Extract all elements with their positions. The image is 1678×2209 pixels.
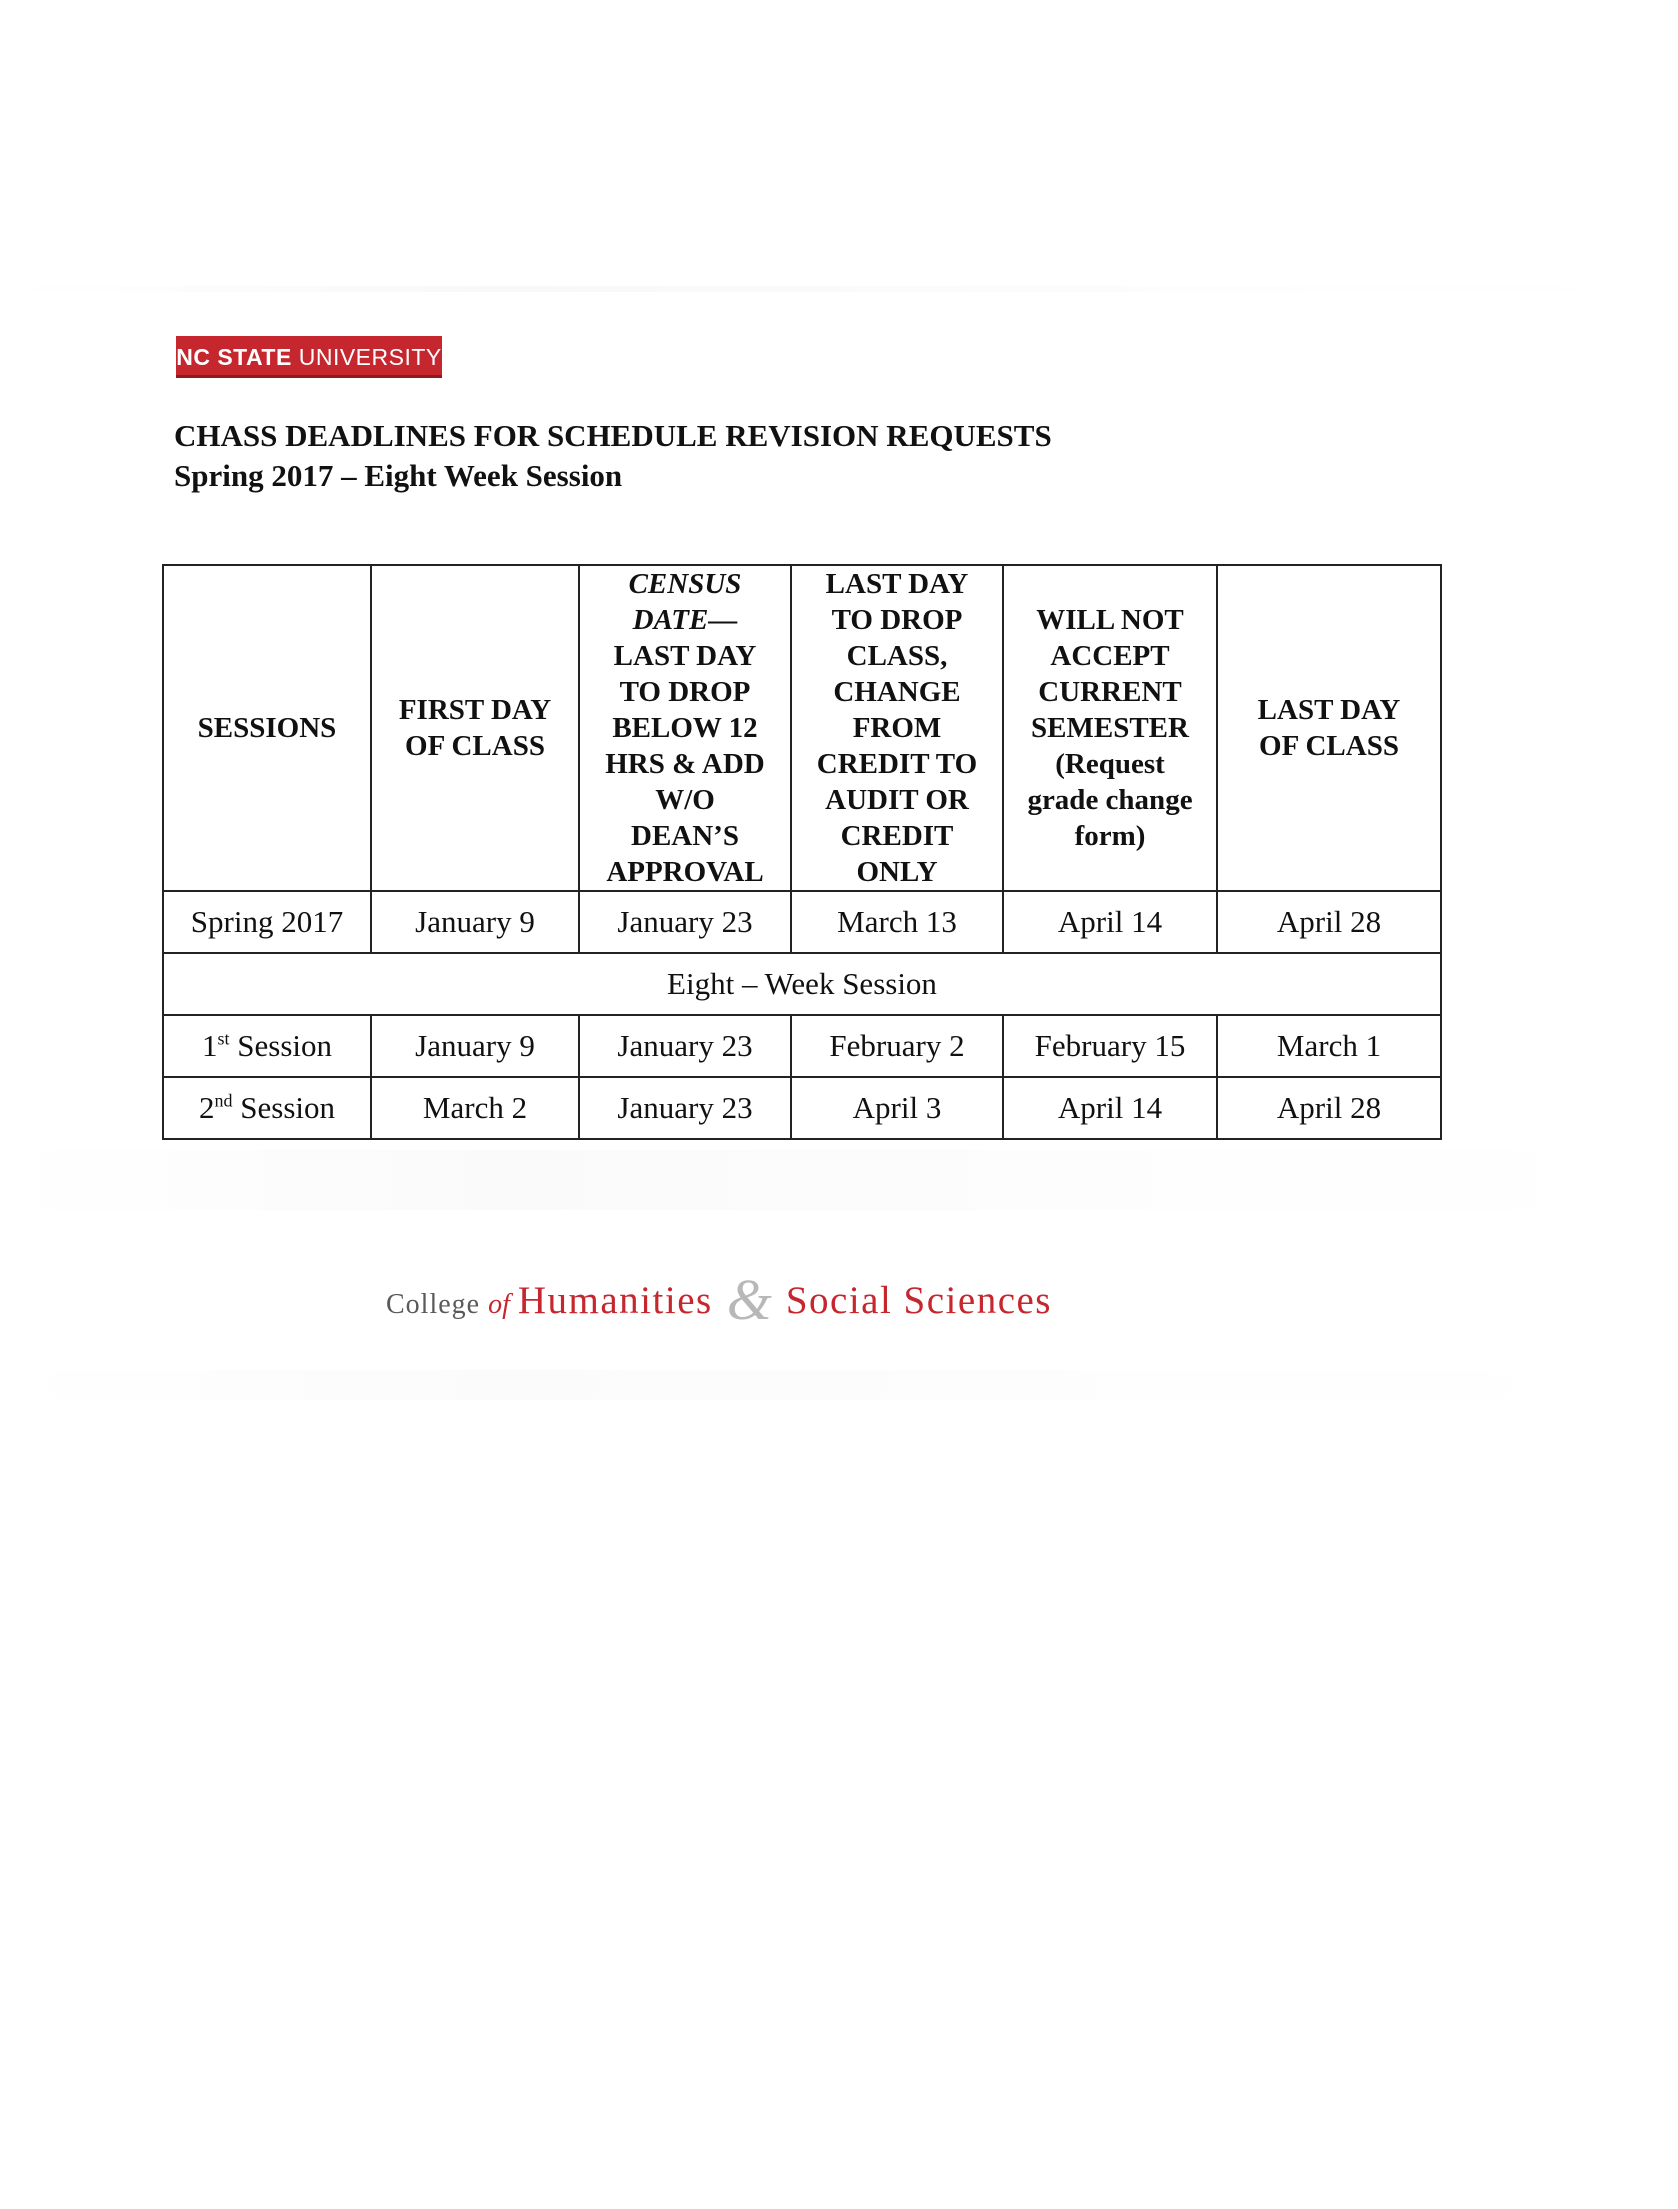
cell-will-not-accept: April 14 bbox=[1003, 891, 1217, 953]
header-line: FROM bbox=[852, 712, 942, 744]
header-line: OF CLASS bbox=[1259, 730, 1399, 762]
header-line: SESSIONS bbox=[197, 712, 337, 744]
page-title: CHASS DEADLINES FOR SCHEDULE REVISION REQUESTS bbox=[174, 418, 1052, 453]
header-will-not-accept bbox=[1003, 565, 1217, 891]
header-line: CURRENT bbox=[1038, 676, 1182, 708]
nc-state-logo bbox=[176, 336, 442, 378]
table-row-semester bbox=[163, 891, 1441, 953]
header-line: DATE— bbox=[632, 604, 738, 636]
header-line: HRS & ADD bbox=[605, 748, 765, 780]
header-line: SEMESTER bbox=[1031, 712, 1189, 744]
table-row-session-1 bbox=[163, 1015, 1441, 1077]
ampersand-icon: & bbox=[726, 1267, 772, 1332]
deadlines-table bbox=[162, 564, 1442, 1140]
scan-artifact-lower bbox=[0, 1370, 1678, 1400]
cell-last-day: April 28 bbox=[1217, 1077, 1441, 1139]
college-logo bbox=[386, 1266, 1052, 1333]
header-line: TO DROP bbox=[619, 676, 751, 708]
of-word: of bbox=[488, 1289, 510, 1320]
header-line: (Request bbox=[1055, 748, 1165, 780]
header-line: CHANGE bbox=[833, 676, 961, 708]
session-ordinal-suffix: st bbox=[217, 1028, 230, 1049]
cell-first-day: January 9 bbox=[371, 891, 579, 953]
header-line: CLASS, bbox=[846, 640, 948, 672]
cell-census-date: January 23 bbox=[579, 1015, 791, 1077]
cell-session: Spring 2017 bbox=[163, 891, 371, 953]
social-sciences-word: Social Sciences bbox=[785, 1279, 1052, 1322]
cell-last-drop: March 13 bbox=[791, 891, 1003, 953]
header-line: FIRST DAY bbox=[398, 694, 552, 726]
cell-session bbox=[163, 1077, 371, 1139]
cell-first-day: January 9 bbox=[371, 1015, 579, 1077]
header-first-day bbox=[371, 565, 579, 891]
brand-rest-text: UNIVERSITY bbox=[298, 344, 442, 370]
humanities-word: Humanities bbox=[517, 1279, 713, 1322]
cell-census-date: January 23 bbox=[579, 891, 791, 953]
session-ordinal-suffix: nd bbox=[214, 1090, 233, 1111]
header-line: APPROVAL bbox=[606, 856, 764, 888]
cell-last-day: April 28 bbox=[1217, 891, 1441, 953]
header-census-date bbox=[579, 565, 791, 891]
brand-bold-text: NC STATE bbox=[176, 344, 292, 370]
session-label: Session bbox=[240, 1090, 335, 1125]
scan-artifact-middle bbox=[0, 1150, 1678, 1210]
header-line: ONLY bbox=[856, 856, 938, 888]
header-line: W/O bbox=[655, 784, 715, 816]
header-line: WILL NOT bbox=[1036, 604, 1184, 636]
header-line: form) bbox=[1074, 820, 1146, 852]
college-word: College bbox=[386, 1289, 481, 1320]
header-line: AUDIT OR bbox=[825, 784, 969, 816]
header-line: CREDIT bbox=[840, 820, 954, 852]
session-number: 1 bbox=[201, 1028, 218, 1063]
cell-last-drop: February 2 bbox=[791, 1015, 1003, 1077]
header-line: BELOW 12 bbox=[612, 712, 758, 744]
header-last-drop bbox=[791, 565, 1003, 891]
header-line: grade change bbox=[1027, 784, 1193, 816]
cell-first-day: March 2 bbox=[371, 1077, 579, 1139]
table-row-section-heading bbox=[163, 953, 1441, 1015]
header-last-day bbox=[1217, 565, 1441, 891]
header-line: DEAN’S bbox=[631, 820, 739, 852]
header-line: CENSUS bbox=[628, 568, 742, 600]
cell-will-not-accept: April 14 bbox=[1003, 1077, 1217, 1139]
cell-last-drop: April 3 bbox=[791, 1077, 1003, 1139]
header-row bbox=[163, 565, 1441, 891]
cell-session bbox=[163, 1015, 371, 1077]
cell-will-not-accept: February 15 bbox=[1003, 1015, 1217, 1077]
cell-last-day: March 1 bbox=[1217, 1015, 1441, 1077]
header-line: LAST DAY bbox=[825, 568, 969, 600]
session-number: 2 bbox=[199, 1090, 215, 1125]
page-subtitle: Spring 2017 – Eight Week Session bbox=[174, 458, 623, 493]
table-row-session-2 bbox=[163, 1077, 1441, 1139]
header-line: CREDIT TO bbox=[816, 748, 978, 780]
header-line: LAST DAY bbox=[1257, 694, 1401, 726]
section-heading: Eight – Week Session bbox=[163, 953, 1441, 1015]
session-label: Session bbox=[237, 1028, 332, 1063]
header-line: TO DROP bbox=[831, 604, 963, 636]
header-sessions bbox=[163, 565, 371, 891]
header-line: LAST DAY bbox=[613, 640, 757, 672]
cell-census-date: January 23 bbox=[579, 1077, 791, 1139]
header-line: ACCEPT bbox=[1050, 640, 1170, 672]
scan-artifact-top bbox=[0, 286, 1678, 292]
header-line: OF CLASS bbox=[405, 730, 545, 762]
